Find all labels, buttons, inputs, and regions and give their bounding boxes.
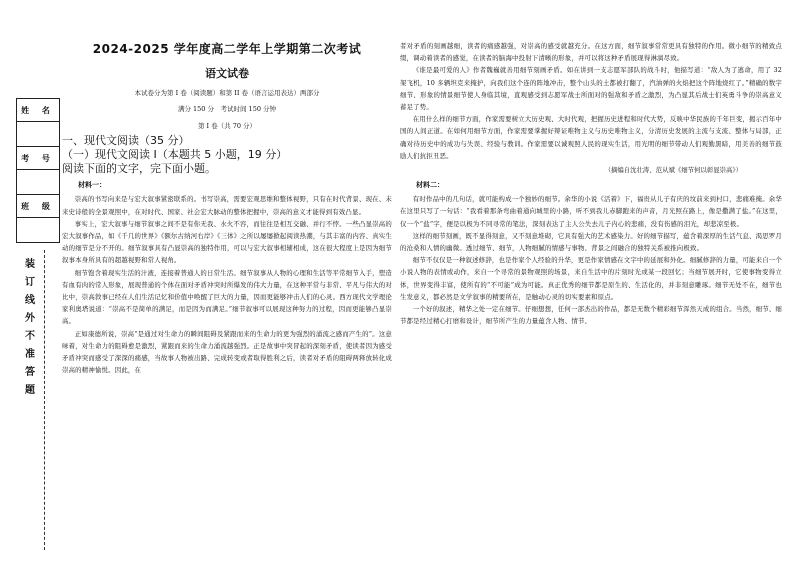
material-two-label: 材料二：: [416, 180, 444, 190]
seal-char: 订: [25, 277, 35, 288]
name-label: 姓 名: [17, 99, 60, 122]
subsection-heading: （一）现代文阅读 I（本题共 5 小题，19 分）: [62, 147, 288, 161]
material-one-paragraph: 在用什么样的细节方面，作家需要树立大历史观、大时代观，把握历史进程和时代大势，反映中华民族的千年巨变，揭示百年中国的人间正道。在如何用细节方面，作家需要掌握好辩证唯物主义与历史唯物主义，分清历史发展的主流与支流、整体与局部，正确对待历史中的成功与失误、经验与教训。作家需要以诚观照人民的现实生活，用光明的细节带动人们观勤黑暗，用美善的细节鼓励人们抗拒丑恶。: [400, 115, 782, 160]
material-one-paragraph: 事实上，宏大叙事与细节叙事之间不是有你无我、水火不容，而往往是相互交融、并行不悖。一些凸显崇高的宏大叙事作品，如《千几的世界》《额尔古纳河右岸》《三体》之所以屡屡掀起阅读热潮，与其丰富的内容、真实生动的细节是分不开的。细节叙事具有凸显崇高的独特作用，可以与宏大叙事相辅相成，这在很大程度上是因为细节叙事本身所具有的超越视野和常人视角。: [62, 219, 392, 265]
exam-title: 2024-2025 学年度高二学年上学期第二次考试: [92, 42, 362, 56]
material-one-paragraph: 《谁是最可爱的人》作者魏巍就善用细节刻画矛盾。如在讲到一支志愿军部队的战斗时，他描写道：“敌人为了逃命，用了 32 架飞机，10 多辆坦克来掩护，向我们这个连的阵地冲击，整个山头的土都被打翻了，汽油弹的火焰把这个阵地烧红了。”精确的数字细节、形象的情景细节使人身临其境，直观感受到志愿军战士所面对的强敌和矛盾之激烈，为凸显其后战士们英勇斗争的崇高意义蓄足了势。: [400, 66, 782, 112]
seal-char: 答: [25, 367, 35, 378]
material-two-paragraph: 有时作品中的几句话，就可能构成一个独妙的细节。余华的小说《活着》下，福贵从儿子有庆的坟前来到村口，悲痛难掩。余华在这里只写了一句话：“我看着那条弯曲着通向城里的小路，听不到我儿赤脚跑来的声音，月光照在路上，像是撒满了盐。”在这里，仅一个“盐”字，便是以极为不同寻常的笔法，深刻表达了主人公失去儿子内心的悲痛，没有伤感的泪光，却悲凉至极。: [400, 195, 782, 228]
class-blank[interactable]: [17, 218, 60, 243]
seal-char: 准: [25, 349, 35, 360]
exam-score-time: 满分 150 分 考试时间 150 分钟: [177, 104, 277, 113]
exam-number-blank[interactable]: [17, 170, 60, 195]
student-info-table: [16, 98, 60, 243]
exam-number-label: 考 号: [17, 147, 60, 170]
exam-structure: 本试卷分为第 I 卷（阅读题）和第 II 卷（语言运用表达）两部分: [134, 89, 320, 97]
material-one-paragraph: 者对矛盾的刻画越细，读者的痛感越强，对崇高的感受就越充分。在这方面，细节叙事常常更具有独特的作用。微小细节的精致点缀，调动着读者的感觉，在读者的脑海中投射下清晰的形象，并可以将这种矛盾展现得淋漓尽致。: [400, 42, 782, 63]
seal-char: 不: [25, 331, 35, 342]
material-one-paragraph: 正如康德所说，崇高“是通过对生命力的瞬间阻碍及紧跟而来的生命力的更为强烈的涌流之感而产生的”。这意味着，对生命力的阻碍愈是激烈，紧跟而来的生命力涌流越强烈。正是故事中突冒起的深刻矛盾，使读者因为感受矛盾冲突而感受了深深的痛感，当故事人物被出路、完成转变或者取得胜利之后，读者对矛盾的阻碍两释放转化成崇高的精神愉悦。因此，在: [62, 329, 392, 375]
reading-instruction: 阅读下面的文字，完下面小题。: [62, 162, 216, 176]
material-one-source: （摘编自沈壮涛、范从斌《细节何以彰显崇高》）: [604, 166, 742, 175]
material-two-paragraph: 细节不仅仅是一种叙述修辞，也是作家个人经验的升华，更是作家情感在文字中的延展和外化。细腻修辞的力量，可能来自一个小说人物的表情或动作，来自一个寻常的景物观照的场景，来自生活中的片刻时光或某一段回忆；当细节展开时，它使事物变得立体，世界变得丰富，使所有的“不可能”成为可能。真正优秀的细节都是原生的、生活化的，并非刻意雕琢。细节无处不在，细节也生发意义，都必然是文学叙事的精要所在，是触动心灵的切实要素和原点。: [400, 256, 782, 301]
seal-warning: [23, 256, 37, 400]
binding-dashed-line: [44, 250, 45, 550]
material-one-label: 材料一：: [78, 180, 106, 190]
material-one-paragraph: 细节饱含着现实生活的汁液，连接着普通人的日常生活。细节叙事从人物的心理和生活等平常细节入手，塑造有血有肉的常人形象，展现普通的个体在面对矛盾冲突时所爆发的伟大力量，在这种平常与非常、平凡与伟大的对比中，崇高敘事已经在人们生活记忆和价值中唤醒了巨大的力量，因而更能够冲击人们的心灵。西方现代文学理论家利奥塔说道：“崇高不是简单的满足，而是因为而满足。”细节叙事可以展现这种努力的过程，因而更能够凸显崇高。: [62, 268, 392, 326]
material-one-paragraph: 崇高的书写向来是与宏大叙事紧密联系的。书写崇高，需要宏观思维和整体视野，只有在时代背景、现在、未来史诗般的全景观照中，在对时代、国家、社会宏大脉动的整体把握中，崇高的意义才能得到有效凸显。: [62, 195, 392, 216]
class-label: 班 级: [17, 195, 60, 218]
right-column: [400, 40, 782, 327]
exam-subtitle: 语文试卷: [205, 67, 249, 80]
part-title: 第 I 卷（共 70 分）: [197, 121, 257, 130]
material-two-paragraph: 这样的细节刻画，既不显得刻意，又不刻意堆砌，它具有强大的艺术感染力。好的细节描写，蕴含着深厚的生活气息、渴思罗月的沧桑和人情的幽微。透过细节、细节，人物细腻的情感与事物、背景之间融合的独特关系被推向极致。: [400, 231, 782, 253]
section-heading: 一、现代文阅读（35 分）: [62, 133, 190, 147]
seal-char: 外: [25, 313, 35, 324]
seal-char: 题: [25, 385, 35, 396]
name-blank[interactable]: [17, 122, 60, 147]
material-two-paragraph: 一个好的叙述，精华之处一定在细节。仔细想想，任何一部杰出的作品，都是无数个精彩细节浑然天成的组合。当然，细节、细节都是经过精心打磨和设计，细节所产生的力量蕴含人物、情节、: [400, 305, 782, 326]
seal-char: 装: [25, 259, 35, 270]
left-column: [62, 40, 392, 376]
seal-char: 线: [25, 295, 35, 306]
